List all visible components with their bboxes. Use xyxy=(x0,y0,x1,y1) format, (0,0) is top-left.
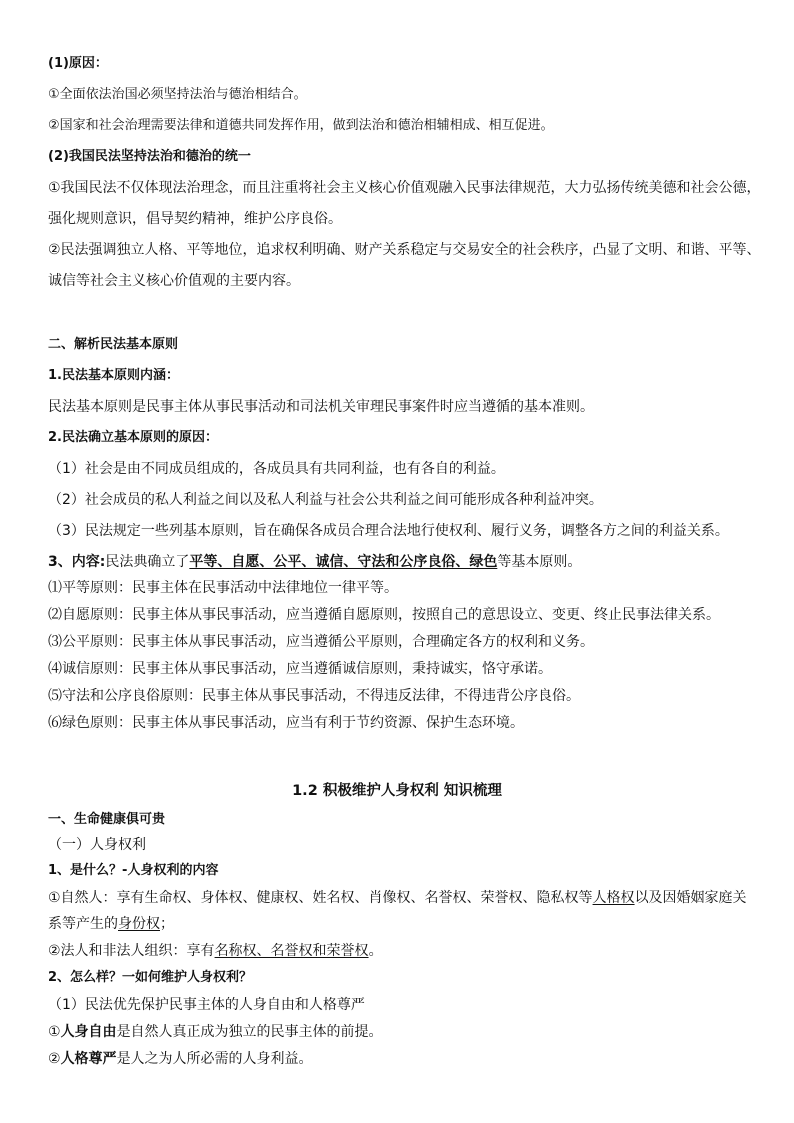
paragraph: ①我国民法不仅体现法治理念，而且注重将社会主义核心价值观融入民事法律规范，大力弘扬传统美德和社会公德， xyxy=(48,180,761,196)
text-segment: 。 xyxy=(368,943,383,959)
text-segment: 以及因婚姻家庭关 xyxy=(634,890,747,906)
subheading: （一）人身权利 xyxy=(48,837,146,853)
paragraph xyxy=(48,916,754,933)
paragraph: 民法基本原则是民事主体从事民事活动和司法机关审理民事案件时应当遵循的基本准则。 xyxy=(48,399,594,415)
paragraph: 诚信等社会主义核心价值观的主要内容。 xyxy=(48,273,300,289)
text-segment: 等基本原则。 xyxy=(497,554,582,570)
section-heading: 一、生命健康俱可贵 xyxy=(48,812,166,827)
text-segment: ② xyxy=(48,1051,61,1067)
subheading-civil-law: (2)我国民法坚持法治和德治的统一 xyxy=(48,149,251,164)
underlined-term: 身份权 xyxy=(118,916,160,932)
subheading: 2.民法确立基本原则的原因： xyxy=(48,430,218,445)
subheading: 1.民法基本原则内涵： xyxy=(48,368,179,383)
bold-term: 人身自由 xyxy=(60,1024,117,1040)
paragraph xyxy=(48,1051,754,1068)
paragraph xyxy=(48,943,754,960)
list-item: ⑴平等原则：民事主体在民事活动中法律地位一律平等。 xyxy=(48,580,398,596)
text-segment: ②法人和非法人组织：享有 xyxy=(48,943,215,959)
list-item: ⑵自愿原则：民事主体从事民事活动，应当遵循自愿原则，按照自己的意思设立、变更、终止民事法律关系。 xyxy=(48,607,720,623)
paragraph: ①全面依法治国必须坚持法治与德治相结合。 xyxy=(48,87,307,102)
text-segment: ① xyxy=(48,1024,61,1040)
underlined-term: 人格权 xyxy=(592,890,635,906)
paragraph: 强化规则意识，倡导契约精神，维护公序良俗。 xyxy=(48,211,342,227)
list-item: ⑹绿色原则：民事主体从事民事活动，应当有利于节约资源、保护生态环境。 xyxy=(48,715,524,731)
text-segment: 是自然人真正成为独立的民事主体的前提。 xyxy=(116,1024,383,1040)
text-segment: 是人之为人所必需的人身利益。 xyxy=(116,1051,313,1067)
paragraph xyxy=(48,1024,754,1041)
subheading-reasons: (1)原因： xyxy=(48,56,108,71)
section-heading: 二、解析民法基本原则 xyxy=(48,337,179,352)
paragraph: （1）民法优先保护民事主体的人身自由和人格尊严 xyxy=(48,997,365,1013)
content-line xyxy=(48,554,754,571)
page-title: 1.2 积极维护人身权利 知识梳理 xyxy=(292,783,502,799)
bold-term: 人格尊严 xyxy=(60,1051,117,1067)
content-label: 3、内容: xyxy=(48,554,106,570)
subheading: 2、怎么样？一如何维护人身权利？ xyxy=(48,970,253,985)
paragraph xyxy=(48,890,754,907)
list-item: ⑷诚信原则：民事主体从事民事活动，应当遵循诚信原则，秉持诚实，恪守承诺。 xyxy=(48,661,552,677)
principles-underlined: 平等、自愿、公平、诚信、守法和公序良俗、绿色 xyxy=(189,554,498,570)
subheading: 1、是什么？-人身权利的内容 xyxy=(48,863,219,878)
list-item: ⑶公平原则：民事主体从事民事活动，应当遵循公平原则，合理确定各方的权利和义务。 xyxy=(48,634,594,650)
paragraph: ②国家和社会治理需要法律和道德共同发挥作用，做到法治和德治相辅相成、相互促进。 xyxy=(48,118,554,133)
text-segment: ①自然人：享有生命权、身体权、健康权、姓名权、肖像权、名誉权、荣誉权、隐私权等 xyxy=(48,890,593,906)
list-item: （3）民法规定一些列基本原则，旨在确保各成员合理合法地行使权利、履行义务，调整各方之间的利益关系。 xyxy=(48,523,729,539)
list-item: ⑸守法和公序良俗原则：民事主体从事民事活动，不得违反法律，不得违背公序良俗。 xyxy=(48,688,580,704)
text-segment: 系等产生的 xyxy=(48,916,118,932)
underlined-term: 名称权、名誉权和荣誉权 xyxy=(214,943,369,959)
list-item: （1）社会是由不同成员组成的，各成员具有共同利益，也有各自的利益。 xyxy=(48,461,505,477)
text-segment: ； xyxy=(160,916,174,932)
paragraph: ②民法强调独立人格、平等地位，追求权利明确、财产关系稳定与交易安全的社会秩序，凸显了文明、和谐、平等、 xyxy=(48,242,761,258)
text-segment: 民法典确立了 xyxy=(105,554,190,570)
list-item: （2）社会成员的私人利益之间以及私人利益与社会公共利益之间可能形成各种利益冲突。 xyxy=(48,492,603,508)
